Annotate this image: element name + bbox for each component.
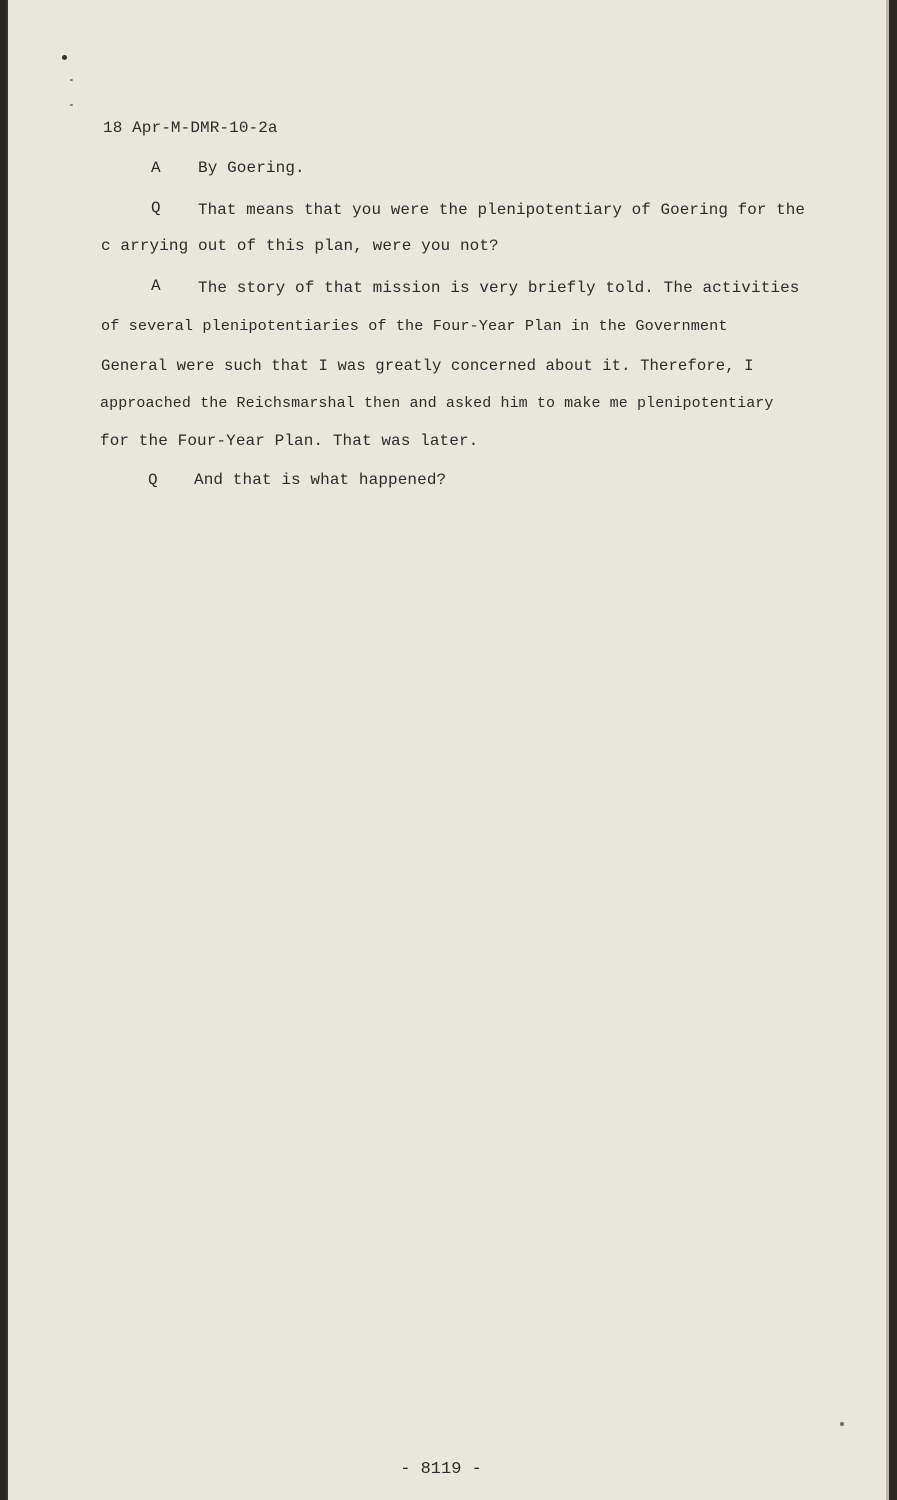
margin-mark: [70, 79, 73, 81]
speaker-label: A: [151, 277, 161, 295]
answer-line: of several plenipotentiaries of the Four-Year Plan in the Government: [101, 317, 728, 335]
question-line: c arrying out of this plan, were you not?: [101, 237, 499, 255]
page-number: - 8119 -: [400, 1460, 482, 1479]
speaker-label: A: [151, 159, 161, 177]
answer-line: approached the Reichsmarshal then and asked him to make me plenipotentiary: [100, 395, 774, 412]
answer-line: for the Four-Year Plan. That was later.: [100, 432, 479, 450]
header-code: 18 Apr-M-DMR-10-2a: [103, 119, 278, 137]
speaker-label: Q: [151, 199, 161, 217]
speaker-label: Q: [148, 471, 158, 489]
margin-mark: [62, 55, 67, 60]
answer-line: General were such that I was greatly concerned about it. Therefore, I: [101, 357, 754, 375]
answer-line: The story of that mission is very briefly told. The activities: [198, 279, 800, 297]
margin-mark: [840, 1422, 844, 1426]
answer-line: By Goering.: [198, 159, 305, 177]
question-line: And that is what happened?: [194, 471, 447, 489]
margin-mark: [70, 104, 73, 106]
document-page: [6, 0, 889, 1500]
question-line: That means that you were the plenipotentiary of Goering for the: [198, 201, 806, 219]
